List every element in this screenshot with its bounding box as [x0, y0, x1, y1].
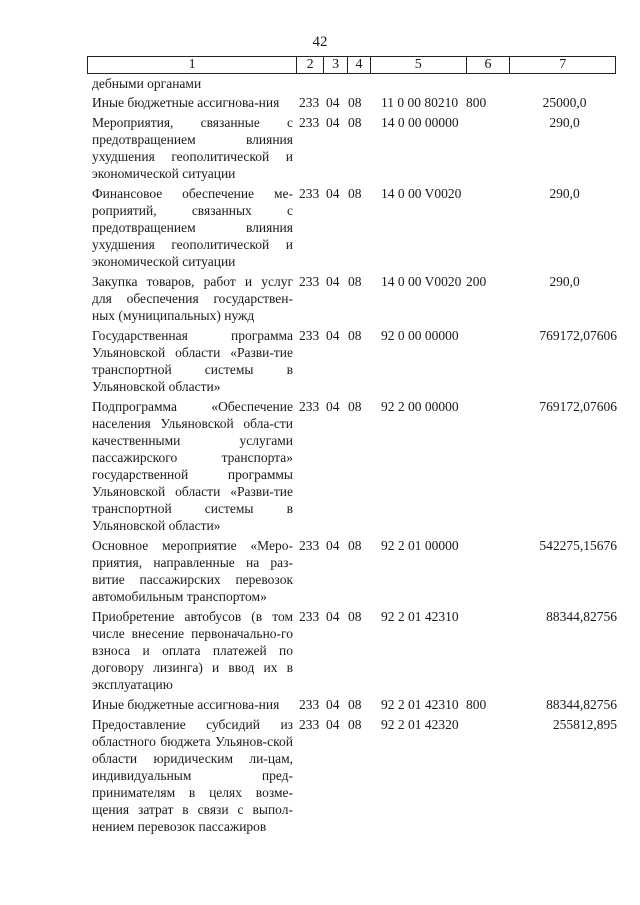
row-csr: 92 2 01 00000 [381, 538, 459, 553]
row-prz: 08 [348, 538, 362, 553]
table-row [92, 94, 620, 111]
row-prz: 08 [348, 717, 362, 732]
row-prz: 08 [348, 186, 362, 201]
row-rz: 04 [326, 328, 340, 343]
row-vr: 200 [466, 274, 487, 289]
header-col-4: 4 [348, 57, 371, 73]
table-row [92, 185, 620, 270]
row-csr: 14 0 00 00000 [381, 115, 459, 130]
table-row [92, 537, 620, 605]
row-rz: 04 [326, 274, 340, 289]
row-name: дебными органами [92, 76, 202, 91]
row-sum: 255812,895 [552, 717, 617, 732]
budget-table-body [92, 75, 620, 838]
row-csr: 92 2 01 42310 [381, 697, 459, 712]
row-sum: 769172,07606 [539, 328, 617, 343]
row-ved: 233 [299, 328, 320, 343]
row-name: Финансовое обеспечение ме-роприятий, связанных с предотвращением влияния ухудшения геополитической и экономической ситуации [92, 186, 293, 269]
row-csr: 92 2 01 42320 [381, 717, 459, 732]
row-name: Закупка товаров, работ и услуг для обеспечения государствен-ных (муниципальных) нужд [92, 274, 293, 323]
row-name: Предоставление субсидий из областного бюджета Ульянов-ской области юридическим ли-цам, индивидуальным пред-принимателям в целях возме-щения затрат в связи с выпол-нением перевозок пассажиров [92, 717, 293, 834]
header-col-5: 5 [371, 57, 467, 73]
row-rz: 04 [326, 538, 340, 553]
row-rz: 04 [326, 186, 340, 201]
header-col-3: 3 [324, 57, 348, 73]
header-col-6: 6 [467, 57, 511, 73]
row-sum: 88344,82756 [546, 609, 617, 624]
row-name: Приобретение автобусов (в том числе внесение первоначально-го взноса и оплата платежей по договору лизинга) и ввод их в эксплуатацию [92, 609, 293, 692]
row-rz: 04 [326, 717, 340, 732]
row-name: Мероприятия, связанные с предотвращением влияния ухудшения геополитической и экономической ситуации [92, 115, 293, 181]
row-rz: 04 [326, 115, 340, 130]
row-ved: 233 [299, 399, 320, 414]
row-ved: 233 [299, 538, 320, 553]
header-col-2: 2 [297, 57, 324, 73]
row-prz: 08 [348, 95, 362, 110]
row-sum: 542275,15676 [539, 538, 617, 553]
row-prz: 08 [348, 609, 362, 624]
header-col-7: 7 [559, 57, 567, 72]
row-sum: 88344,82756 [546, 697, 617, 712]
row-name: Подпрограмма «Обеспечение населения Ульяновской обла-сти качественными услугами пассажирского транспорта» государственной программы Ульяновской области «Разви-тие транспортной системы в Ульяновской области» [92, 399, 293, 533]
row-ved: 233 [299, 717, 320, 732]
row-ved: 233 [299, 115, 320, 130]
row-vr: 800 [466, 697, 487, 712]
row-ved: 233 [299, 609, 320, 624]
table-row [92, 398, 620, 534]
row-csr: 92 2 01 42310 [381, 609, 459, 624]
row-ved: 233 [299, 274, 320, 289]
table-row [92, 608, 620, 693]
row-rz: 04 [326, 697, 340, 712]
row-name: Основное мероприятие «Меро-приятия, направленные на раз-витие пассажирских перевозок автомобильным транспортом» [92, 538, 293, 604]
row-csr: 92 0 00 00000 [381, 328, 459, 343]
page-number: 42 [312, 34, 328, 50]
row-name: Государственная программа Ульяновской области «Разви-тие транспортной системы в Ульяновской области» [92, 328, 293, 394]
row-csr: 11 0 00 80210 [381, 95, 459, 110]
row-ved: 233 [299, 697, 320, 712]
table-row [92, 75, 620, 92]
row-prz: 08 [348, 697, 362, 712]
row-prz: 08 [348, 115, 362, 130]
table-row [92, 716, 620, 835]
row-rz: 04 [326, 609, 340, 624]
header-col-1: 1 [88, 57, 297, 73]
row-ved: 233 [299, 186, 320, 201]
row-sum: 25000,0 [542, 95, 587, 110]
table-row [92, 696, 620, 713]
row-prz: 08 [348, 274, 362, 289]
row-csr: 92 2 00 00000 [381, 399, 459, 414]
row-sum: 290,0 [549, 115, 580, 130]
row-prz: 08 [348, 399, 362, 414]
row-csr: 14 0 00 V0020 [381, 186, 462, 201]
row-vr: 800 [466, 95, 487, 110]
row-sum: 290,0 [549, 186, 580, 201]
table-header [87, 56, 616, 74]
row-prz: 08 [348, 328, 362, 343]
row-sum: 769172,07606 [539, 399, 617, 414]
row-csr: 14 0 00 V0020 [381, 274, 462, 289]
row-name: Иные бюджетные ассигнова-ния [92, 95, 280, 110]
table-row [92, 114, 620, 182]
row-sum: 290,0 [549, 274, 580, 289]
table-row [92, 273, 620, 324]
row-rz: 04 [326, 399, 340, 414]
row-name: Иные бюджетные ассигнова-ния [92, 697, 280, 712]
table-row [92, 327, 620, 395]
row-ved: 233 [299, 95, 320, 110]
row-rz: 04 [326, 95, 340, 110]
